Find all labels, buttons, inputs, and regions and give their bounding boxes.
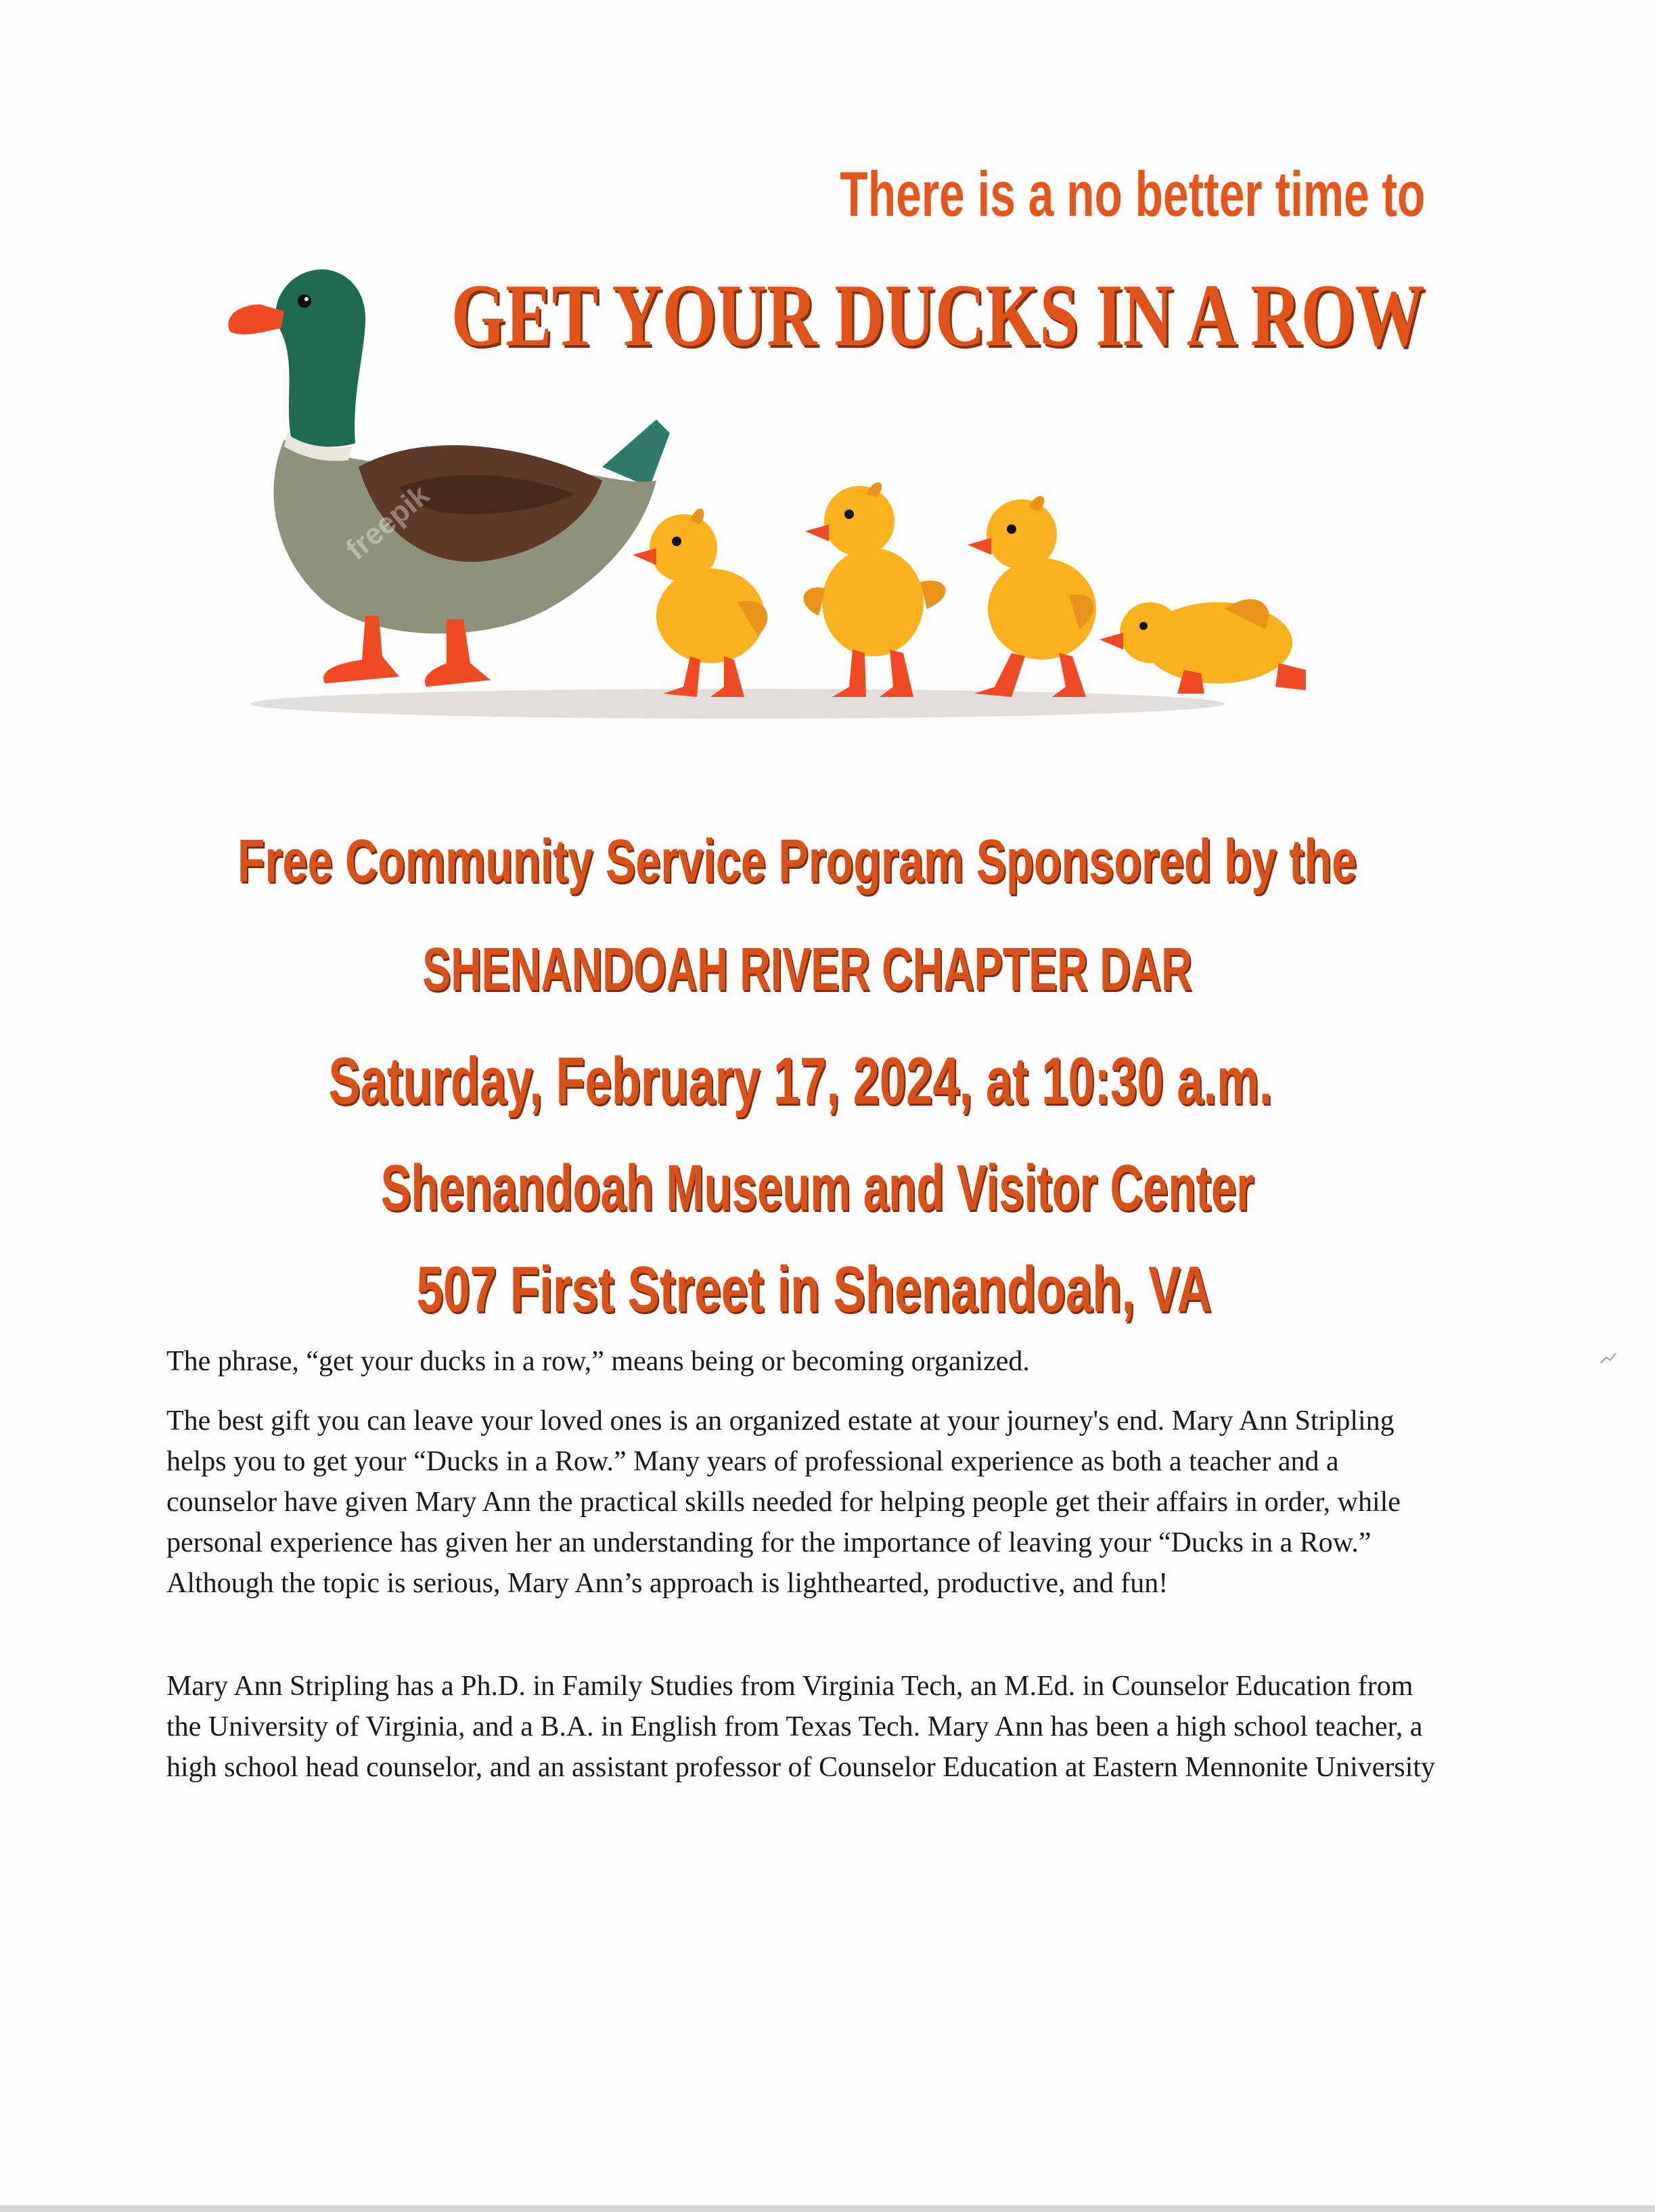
mother-duck [228, 269, 670, 687]
mother-duck-head [275, 269, 365, 447]
scan-speck [1598, 1349, 1618, 1367]
duckling-3 [968, 496, 1096, 697]
duckling-4 [1099, 600, 1306, 694]
mother-duck-beak [228, 304, 284, 334]
event-venue: Shenandoah Museum and Visitor Center [380, 1152, 1254, 1224]
phrase-definition-paragraph: The phrase, “get your ducks in a row,” means being or becoming organized. [166, 1346, 1030, 1377]
event-date-time: Saturday, February 17, 2024, at 10:30 a.m. [328, 1043, 1273, 1118]
duckling-1 [633, 508, 767, 697]
mother-duck-tail [602, 420, 670, 487]
sponsor-line: Free Community Service Program Sponsored by the [237, 828, 1357, 895]
mother-duck-eye [298, 294, 311, 308]
scan-bottom-edge [0, 2205, 1655, 2212]
chapter-name: SHENANDOAH RIVER CHAPTER DAR [422, 936, 1192, 1003]
intro-line: There is a no better time to [840, 158, 1425, 229]
program-description-paragraph: The best gift you can leave your loved ones is an organized estate at your journey's end. Mary Ann Stripling helps you to get your “Ducks in a Row.” Many years of professional experience as both a teacher and a counselor have given Mary Ann the practical skills needed for helping people get their affairs in order, while personal experience has given her an understanding for the importance of leaving your “Ducks in a Row.” Although the topic is serious, Mary Ann’s approach is lighthearted, productive, and fun! [166, 1405, 1401, 1599]
main-title: GET YOUR DUCKS IN A ROW [451, 265, 1425, 365]
duckling-2 [804, 482, 946, 697]
watermark: freepik [339, 478, 436, 566]
duck-family-illustration [223, 264, 1374, 744]
speaker-bio-paragraph: Mary Ann Stripling has a Ph.D. in Family Studies from Virginia Tech, an M.Ed. in Counselor Education from the University of Virginia, and a B.A. in English from Texas Tech. Mary Ann has been a high school teacher, a high school head counselor, and an assistant professor of Counselor Education at Eastern Mennonite University [166, 1671, 1436, 1783]
event-address: 507 First Street in Shenandoah, VA [416, 1253, 1212, 1326]
